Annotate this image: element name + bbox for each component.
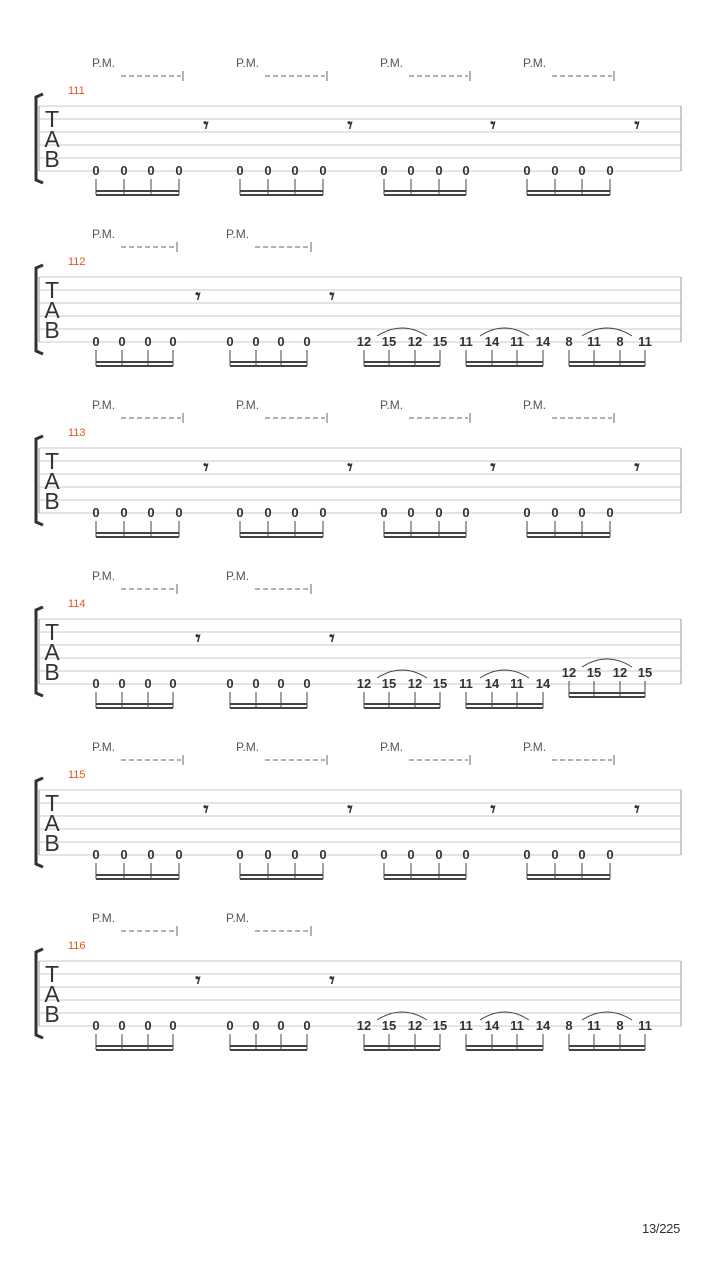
fret-number: 0	[551, 505, 559, 520]
fret-number: 12	[612, 665, 628, 680]
tab-clef-letter: T	[44, 277, 60, 303]
eighth-rest: 𝄾	[195, 626, 201, 650]
fret-number: 0	[407, 163, 415, 178]
fret-number: 0	[236, 163, 244, 178]
fret-number: 0	[578, 163, 586, 178]
tab-clef-letter: B	[44, 317, 60, 343]
tab-clef-letter: A	[44, 810, 60, 836]
tab-clef-letter: B	[44, 146, 60, 172]
fret-number: 0	[303, 1018, 311, 1033]
fret-number: 0	[462, 505, 470, 520]
tab-clef-letter: T	[44, 790, 60, 816]
fret-number: 12	[356, 334, 372, 349]
fret-number: 0	[118, 676, 126, 691]
fret-number: 0	[578, 847, 586, 862]
fret-number: 0	[252, 676, 260, 691]
note-group	[380, 163, 469, 195]
note-group	[459, 328, 551, 366]
eighth-rest: 𝄾	[490, 455, 496, 479]
fret-number: 0	[175, 505, 183, 520]
palm-mute-label: P.M.	[236, 56, 260, 70]
fret-number: 0	[291, 163, 299, 178]
note-group	[523, 847, 613, 879]
tab-clef-letter: B	[44, 488, 60, 514]
tab-clef-letter: T	[44, 619, 60, 645]
note-group	[236, 163, 326, 195]
palm-mute-label: P.M.	[226, 227, 250, 241]
fret-number: 0	[291, 847, 299, 862]
tab-clef-letter: A	[44, 126, 60, 152]
fret-number: 0	[92, 334, 100, 349]
fret-number: 0	[606, 505, 614, 520]
note-group	[226, 334, 310, 366]
fret-number: 0	[144, 676, 152, 691]
fret-number: 0	[578, 505, 586, 520]
fret-number: 8	[616, 1018, 624, 1033]
fret-number: 0	[120, 505, 128, 520]
measure-number: 114	[68, 598, 86, 610]
eighth-rest: 𝄾	[347, 455, 353, 479]
note-group	[357, 670, 447, 708]
fret-number: 0	[175, 847, 183, 862]
fret-number: 8	[565, 334, 573, 349]
fret-number: 0	[277, 1018, 285, 1033]
fret-number: 0	[435, 505, 443, 520]
eighth-rest: 𝄾	[203, 113, 209, 137]
note-group	[92, 847, 182, 879]
note-group	[236, 847, 326, 879]
fret-number: 0	[435, 163, 443, 178]
measure-number: 111	[68, 85, 85, 97]
fret-number: 0	[264, 847, 272, 862]
fret-number: 0	[92, 163, 100, 178]
tab-system	[36, 569, 681, 708]
fret-number: 0	[169, 1018, 177, 1033]
palm-mute-label: P.M.	[92, 740, 116, 754]
fret-number: 0	[92, 505, 100, 520]
palm-mute-label: P.M.	[236, 398, 260, 412]
fret-number: 12	[356, 676, 372, 691]
palm-mute-label: P.M.	[236, 740, 260, 754]
palm-mute-label: P.M.	[92, 569, 116, 583]
fret-number: 14	[484, 334, 500, 349]
tab-system	[36, 227, 681, 366]
eighth-rest: 𝄾	[347, 797, 353, 821]
tab-clef-letter: A	[44, 468, 60, 494]
fret-number: 0	[226, 676, 234, 691]
note-group	[523, 163, 613, 195]
fret-number: 14	[484, 1018, 500, 1033]
fret-number: 12	[407, 1018, 423, 1033]
measure-number: 112	[68, 256, 86, 268]
fret-number: 0	[118, 334, 126, 349]
note-group	[459, 1012, 551, 1050]
eighth-rest: 𝄾	[634, 797, 640, 821]
fret-number: 12	[407, 676, 423, 691]
fret-number: 0	[551, 847, 559, 862]
eighth-rest: 𝄾	[329, 626, 335, 650]
fret-number: 0	[147, 847, 155, 862]
fret-number: 8	[565, 1018, 573, 1033]
note-group	[226, 1018, 310, 1050]
fret-number: 0	[523, 505, 531, 520]
note-group	[562, 659, 652, 697]
tab-system	[36, 398, 681, 537]
fret-number: 0	[236, 847, 244, 862]
tab-clef-letter: B	[44, 1001, 60, 1027]
palm-mute-label: P.M.	[92, 911, 116, 925]
note-group	[92, 676, 176, 708]
fret-number: 0	[277, 676, 285, 691]
note-group	[236, 505, 326, 537]
eighth-rest: 𝄾	[329, 968, 335, 992]
palm-mute-label: P.M.	[92, 227, 116, 241]
fret-number: 14	[535, 334, 551, 349]
fret-number: 0	[169, 334, 177, 349]
fret-number: 0	[144, 334, 152, 349]
palm-mute-label: P.M.	[226, 911, 250, 925]
page-number: 13/225	[642, 1221, 680, 1236]
note-group	[357, 1012, 447, 1050]
palm-mute-label: P.M.	[380, 398, 404, 412]
eighth-rest: 𝄾	[195, 284, 201, 308]
fret-number: 0	[435, 847, 443, 862]
fret-number: 0	[120, 163, 128, 178]
fret-number: 15	[381, 1018, 397, 1033]
eighth-rest: 𝄾	[634, 455, 640, 479]
fret-number: 0	[380, 163, 388, 178]
tab-system	[36, 740, 681, 879]
note-group	[380, 505, 469, 537]
fret-number: 11	[587, 1018, 601, 1033]
eighth-rest: 𝄾	[203, 455, 209, 479]
fret-number: 15	[637, 665, 653, 680]
fret-number: 0	[291, 505, 299, 520]
tab-clef-letter: A	[44, 297, 60, 323]
fret-number: 14	[484, 676, 500, 691]
note-group	[565, 1012, 651, 1050]
fret-number: 0	[380, 847, 388, 862]
fret-number: 0	[226, 1018, 234, 1033]
note-group	[459, 670, 551, 708]
fret-number: 11	[638, 334, 652, 349]
fret-number: 15	[432, 676, 448, 691]
tab-clef-letter: A	[44, 981, 60, 1007]
fret-number: 0	[606, 847, 614, 862]
fret-number: 0	[226, 334, 234, 349]
eighth-rest: 𝄾	[329, 284, 335, 308]
note-group	[357, 328, 447, 366]
fret-number: 11	[638, 1018, 652, 1033]
fret-number: 0	[118, 1018, 126, 1033]
palm-mute-label: P.M.	[380, 56, 404, 70]
palm-mute-label: P.M.	[523, 56, 547, 70]
fret-number: 0	[303, 334, 311, 349]
fret-number: 0	[92, 1018, 100, 1033]
fret-number: 0	[120, 847, 128, 862]
fret-number: 11	[459, 1018, 473, 1033]
tab-system	[36, 56, 681, 195]
fret-number: 0	[606, 163, 614, 178]
tab-system	[36, 911, 681, 1050]
measure-number: 113	[68, 427, 86, 439]
fret-number: 0	[303, 676, 311, 691]
fret-number: 14	[535, 1018, 551, 1033]
eighth-rest: 𝄾	[490, 113, 496, 137]
fret-number: 11	[587, 334, 601, 349]
note-group	[226, 676, 310, 708]
palm-mute-label: P.M.	[380, 740, 404, 754]
fret-number: 0	[407, 505, 415, 520]
fret-number: 8	[616, 334, 624, 349]
fret-number: 0	[319, 163, 327, 178]
note-group	[92, 505, 182, 537]
fret-number: 15	[586, 665, 602, 680]
tab-clef-letter: T	[44, 961, 60, 987]
eighth-rest: 𝄾	[195, 968, 201, 992]
fret-number: 0	[236, 505, 244, 520]
eighth-rest: 𝄾	[347, 113, 353, 137]
fret-number: 0	[462, 163, 470, 178]
measure-number: 116	[68, 940, 86, 952]
fret-number: 12	[356, 1018, 372, 1033]
fret-number: 15	[432, 1018, 448, 1033]
fret-number: 0	[147, 163, 155, 178]
fret-number: 0	[252, 334, 260, 349]
note-group	[523, 505, 613, 537]
fret-number: 15	[432, 334, 448, 349]
fret-number: 11	[510, 334, 524, 349]
palm-mute-label: P.M.	[92, 56, 116, 70]
measure-number: 115	[68, 769, 86, 781]
fret-number: 0	[462, 847, 470, 862]
note-group	[380, 847, 469, 879]
tab-clef-letter: T	[44, 448, 60, 474]
note-group	[92, 1018, 176, 1050]
fret-number: 0	[147, 505, 155, 520]
fret-number: 11	[459, 334, 473, 349]
palm-mute-label: P.M.	[523, 398, 547, 412]
fret-number: 0	[92, 847, 100, 862]
palm-mute-label: P.M.	[226, 569, 250, 583]
eighth-rest: 𝄾	[490, 797, 496, 821]
palm-mute-label: P.M.	[523, 740, 547, 754]
note-group	[565, 328, 651, 366]
fret-number: 11	[459, 676, 473, 691]
tab-clef-letter: A	[44, 639, 60, 665]
fret-number: 15	[381, 334, 397, 349]
fret-number: 0	[169, 676, 177, 691]
tab-clef-letter: B	[44, 659, 60, 685]
fret-number: 12	[407, 334, 423, 349]
fret-number: 0	[264, 505, 272, 520]
fret-number: 11	[510, 1018, 524, 1033]
fret-number: 0	[319, 847, 327, 862]
fret-number: 0	[551, 163, 559, 178]
fret-number: 0	[92, 676, 100, 691]
fret-number: 0	[175, 163, 183, 178]
fret-number: 0	[523, 847, 531, 862]
fret-number: 11	[510, 676, 524, 691]
fret-number: 0	[407, 847, 415, 862]
eighth-rest: 𝄾	[634, 113, 640, 137]
fret-number: 12	[561, 665, 577, 680]
fret-number: 0	[264, 163, 272, 178]
fret-number: 0	[252, 1018, 260, 1033]
eighth-rest: 𝄾	[203, 797, 209, 821]
note-group	[92, 163, 182, 195]
tab-clef-letter: T	[44, 106, 60, 132]
fret-number: 0	[380, 505, 388, 520]
fret-number: 14	[535, 676, 551, 691]
fret-number: 0	[319, 505, 327, 520]
tab-clef-letter: B	[44, 830, 60, 856]
fret-number: 0	[523, 163, 531, 178]
fret-number: 15	[381, 676, 397, 691]
palm-mute-label: P.M.	[92, 398, 116, 412]
note-group	[92, 334, 176, 366]
fret-number: 0	[144, 1018, 152, 1033]
fret-number: 0	[277, 334, 285, 349]
